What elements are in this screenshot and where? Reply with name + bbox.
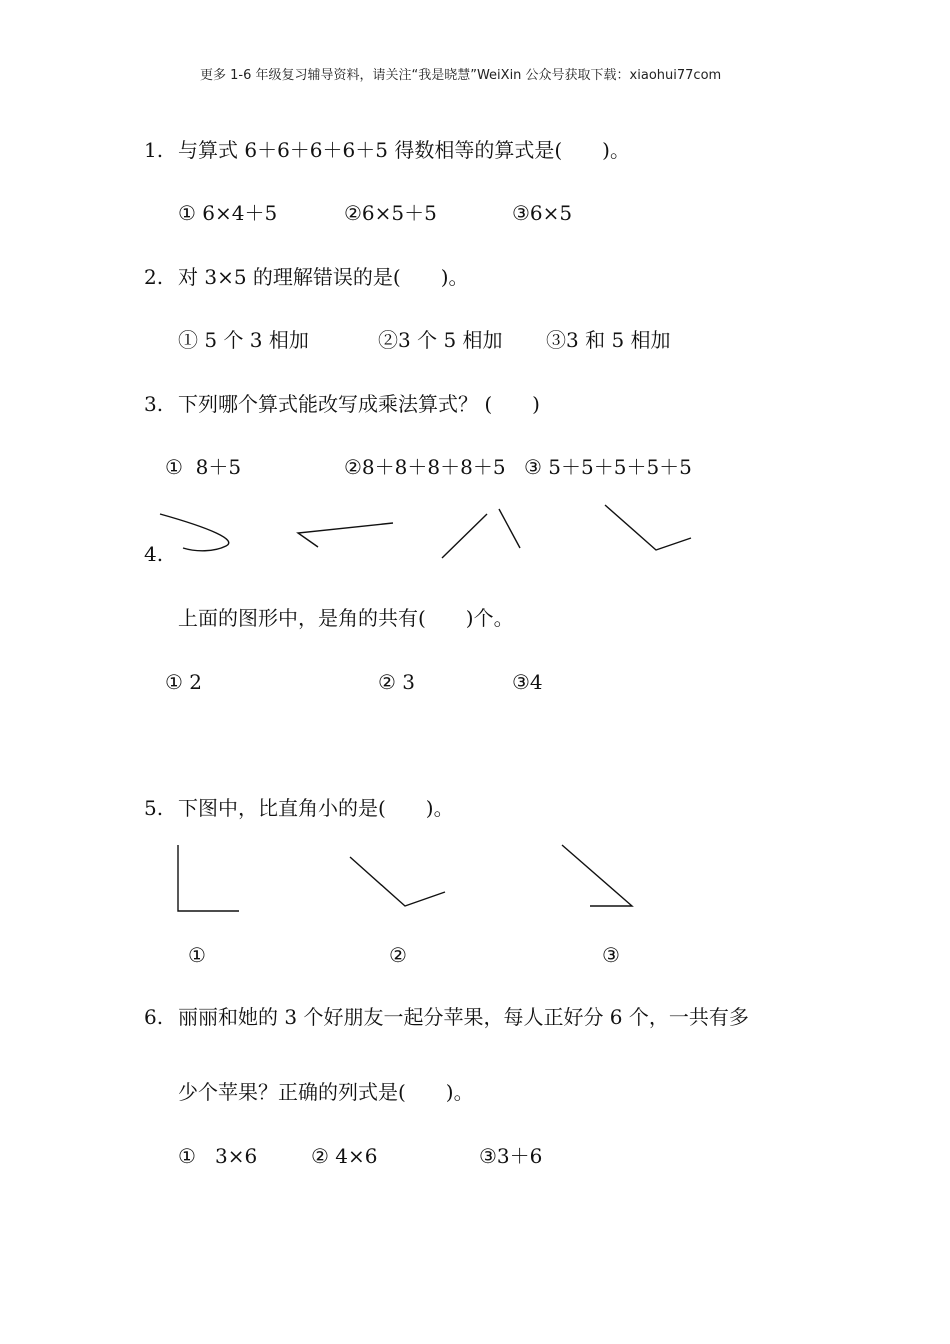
option-1: ① 3×6 [178,1144,258,1168]
option-2: ②6×5＋5 [344,201,437,225]
separate-lines-left [442,514,487,558]
question-text: 丽丽和她的 3 个好朋友一起分苹果，每人正好分 6 个，一共有多 [178,1005,749,1029]
separate-lines-right [499,509,520,548]
header-note: 更多 1-6 年级复习辅导资料，请关注“我是晓慧”WeiXin 公众号获取下载：xiaohui77com [200,68,722,83]
question-text: 下图中，比直角小的是( )。 [178,796,454,820]
question-number: 5. [144,796,164,820]
open-figure [298,523,393,547]
option-3: ③6×5 [512,201,573,225]
option-2: ② 3 [378,670,416,694]
question-number: 1. [144,138,164,162]
option-3: ③3＋6 [479,1144,543,1168]
question-text-continued: 少个苹果？正确的列式是( )。 [178,1080,474,1104]
option-2: ②8＋8＋8＋8＋5 [344,455,506,479]
obtuse-angle [350,857,445,906]
acute-angle [562,845,632,906]
option-1: ① 8＋5 [165,455,242,479]
question-number: 2. [144,265,164,289]
question-number: 3. [144,392,164,416]
question-text: 上面的图形中，是角的共有( )个。 [178,606,514,630]
option-2: ②3 个 5 相加 [378,328,503,352]
option-2: ② [389,943,407,967]
right-angle [178,845,239,911]
option-2: ② 4×6 [311,1144,378,1168]
curved-figure [160,514,229,551]
question-text: 与算式 6＋6＋6＋6＋5 得数相等的算式是( )。 [178,138,630,162]
option-3: ③4 [512,670,543,694]
option-1: ① [188,943,206,967]
question-number: 4. [144,542,164,566]
question-text: 对 3×5 的理解错误的是( )。 [178,265,469,289]
option-1: ① 2 [165,670,203,694]
question-text: 下列哪个算式能改写成乘法算式？ ( ) [178,392,540,416]
option-1: ① 6×4＋5 [178,201,278,225]
option-1: ① 5 个 3 相加 [178,328,309,352]
question-number: 6. [144,1005,164,1029]
option-3: ③3 和 5 相加 [546,328,671,352]
angle-figure [605,505,691,550]
option-3: ③ 5＋5＋5＋5＋5 [524,455,692,479]
option-3: ③ [602,943,620,967]
